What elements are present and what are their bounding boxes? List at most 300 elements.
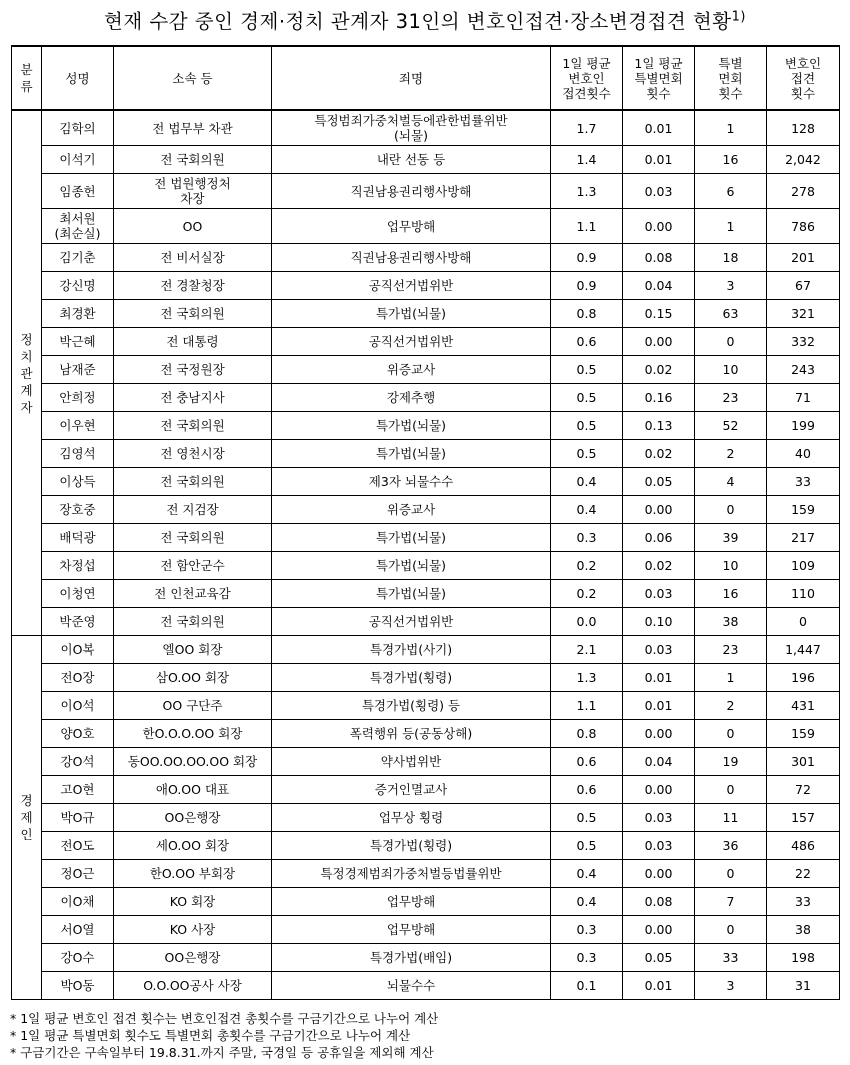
lawyer-cell: 243 bbox=[767, 356, 840, 384]
name-line: 박O규 bbox=[60, 810, 95, 825]
affiliation-line: 전 대통령 bbox=[166, 334, 219, 349]
daily-special-cell: 0.01 bbox=[623, 664, 695, 692]
special-cell: 0 bbox=[695, 496, 767, 524]
charge-cell bbox=[272, 972, 551, 1000]
table-row bbox=[12, 552, 840, 580]
affiliation-line: 전 비서실장 bbox=[160, 250, 225, 265]
daily-lawyer-cell: 1.3 bbox=[551, 174, 623, 209]
charge-cell bbox=[272, 412, 551, 440]
name-cell bbox=[42, 496, 114, 524]
daily-lawyer-cell: 2.1 bbox=[551, 636, 623, 664]
lawyer-cell: 33 bbox=[767, 468, 840, 496]
affiliation-line: 전 국회의원 bbox=[160, 530, 225, 545]
charge-cell bbox=[272, 832, 551, 860]
header-row bbox=[12, 46, 840, 110]
header-charge: 죄명 bbox=[272, 46, 551, 110]
affiliation-cell bbox=[114, 832, 272, 860]
charge-line: 위증교사 bbox=[386, 502, 436, 517]
lawyer-cell: 110 bbox=[767, 580, 840, 608]
lawyer-cell: 33 bbox=[767, 888, 840, 916]
daily-lawyer-cell: 0.3 bbox=[551, 916, 623, 944]
charge-line: 특경가법(횡령) bbox=[369, 838, 453, 853]
charge-line: 업무방해 bbox=[386, 894, 436, 909]
special-cell: 1 bbox=[695, 209, 767, 244]
special-cell: 4 bbox=[695, 468, 767, 496]
header-category: 분 류 bbox=[12, 46, 42, 110]
table-row bbox=[12, 440, 840, 468]
affiliation-line: KO 회장 bbox=[169, 894, 216, 909]
lawyer-cell: 109 bbox=[767, 552, 840, 580]
daily-special-cell: 0.00 bbox=[623, 209, 695, 244]
affiliation-line: 전 영천시장 bbox=[160, 446, 225, 461]
special-cell: 63 bbox=[695, 300, 767, 328]
daily-lawyer-cell: 1.3 bbox=[551, 664, 623, 692]
daily-special-cell: 0.05 bbox=[623, 944, 695, 972]
daily-lawyer-cell: 0.8 bbox=[551, 720, 623, 748]
category-char: 경 bbox=[20, 793, 33, 808]
daily-lawyer-cell: 0.9 bbox=[551, 244, 623, 272]
affiliation-cell bbox=[114, 110, 272, 146]
daily-special-cell: 0.02 bbox=[623, 440, 695, 468]
charge-cell bbox=[272, 209, 551, 244]
charge-line: 업무상 횡령 bbox=[378, 810, 444, 825]
charge-cell bbox=[272, 720, 551, 748]
name-cell bbox=[42, 552, 114, 580]
affiliation-cell bbox=[114, 888, 272, 916]
charge-cell bbox=[272, 440, 551, 468]
charge-cell bbox=[272, 888, 551, 916]
affiliation-line: 한O.OO 부회장 bbox=[149, 866, 236, 881]
charge-line: 공직선거법위반 bbox=[368, 278, 454, 293]
affiliation-cell bbox=[114, 300, 272, 328]
charge-line: 직권남용권리행사방해 bbox=[350, 250, 472, 265]
table-row bbox=[12, 832, 840, 860]
lawyer-cell: 38 bbox=[767, 916, 840, 944]
affiliation-line: O.O.OO공사 사장 bbox=[143, 978, 242, 993]
daily-special-cell: 0.00 bbox=[623, 916, 695, 944]
name-cell bbox=[42, 384, 114, 412]
lawyer-cell: 157 bbox=[767, 804, 840, 832]
name-cell bbox=[42, 356, 114, 384]
category-char: 자 bbox=[20, 399, 33, 415]
name-line: 남재준 bbox=[59, 362, 96, 377]
name-cell bbox=[42, 440, 114, 468]
lawyer-cell: 786 bbox=[767, 209, 840, 244]
table-row bbox=[12, 804, 840, 832]
affiliation-cell bbox=[114, 384, 272, 412]
name-line: 이O채 bbox=[60, 894, 95, 909]
daily-special-cell: 0.01 bbox=[623, 110, 695, 146]
affiliation-line: OO은행장 bbox=[164, 810, 221, 825]
charge-line: 특가법(뇌물) bbox=[375, 586, 447, 601]
affiliation-line: 전 지검장 bbox=[166, 502, 219, 517]
name-line: 이석기 bbox=[59, 152, 96, 167]
special-cell: 11 bbox=[695, 804, 767, 832]
special-cell: 36 bbox=[695, 832, 767, 860]
lawyer-cell: 67 bbox=[767, 272, 840, 300]
table-row bbox=[12, 146, 840, 174]
lawyer-cell: 31 bbox=[767, 972, 840, 1000]
special-cell: 0 bbox=[695, 860, 767, 888]
daily-lawyer-cell: 0.5 bbox=[551, 384, 623, 412]
affiliation-line: 삼O.OO 회장 bbox=[155, 670, 230, 685]
name-line: 장호중 bbox=[59, 502, 96, 517]
special-cell: 3 bbox=[695, 272, 767, 300]
affiliation-line: KO 사장 bbox=[169, 922, 216, 937]
lawyer-cell: 1,447 bbox=[767, 636, 840, 664]
name-line: 임종헌 bbox=[59, 183, 96, 199]
affiliation-cell bbox=[114, 272, 272, 300]
affiliation-line: 세O.OO 회장 bbox=[155, 838, 230, 853]
footnote: * 구금기간은 구속일부터 19.8.31.까지 주말, 국경일 등 공휴일을 제외해 계산 bbox=[10, 1045, 434, 1060]
name-cell bbox=[42, 944, 114, 972]
category-char: 치 bbox=[20, 348, 33, 364]
name-line: 김영석 bbox=[59, 446, 96, 461]
charge-line: 특정범죄가중처벌등에관한법률위반 bbox=[314, 113, 508, 128]
special-cell: 23 bbox=[695, 384, 767, 412]
daily-lawyer-cell: 0.1 bbox=[551, 972, 623, 1000]
charge-line: 특경가법(횡령) 등 bbox=[361, 698, 461, 713]
name-line: (최순실) bbox=[54, 226, 101, 241]
charge-cell bbox=[272, 174, 551, 209]
charge-line: 특경가법(횡령) bbox=[369, 670, 453, 685]
charge-line: 뇌물수수 bbox=[386, 978, 436, 993]
name-line: 서O열 bbox=[60, 922, 95, 937]
daily-special-cell: 0.00 bbox=[623, 328, 695, 356]
table-row bbox=[12, 720, 840, 748]
daily-special-cell: 0.10 bbox=[623, 608, 695, 636]
name-line: 양O호 bbox=[60, 726, 95, 741]
charge-cell bbox=[272, 636, 551, 664]
name-cell bbox=[42, 524, 114, 552]
name-cell bbox=[42, 244, 114, 272]
header-daily-lawyer: 1일 평균 변호인 접견횟수 bbox=[551, 46, 623, 110]
charge-cell bbox=[272, 776, 551, 804]
daily-special-cell: 0.03 bbox=[623, 580, 695, 608]
name-cell bbox=[42, 110, 114, 146]
affiliation-line: 전 국회의원 bbox=[160, 614, 225, 629]
affiliation-cell bbox=[114, 608, 272, 636]
special-cell: 2 bbox=[695, 440, 767, 468]
daily-lawyer-cell: 0.3 bbox=[551, 524, 623, 552]
affiliation-cell bbox=[114, 328, 272, 356]
table-row bbox=[12, 209, 840, 244]
affiliation-cell bbox=[114, 174, 272, 209]
charge-cell bbox=[272, 692, 551, 720]
daily-lawyer-cell: 0.4 bbox=[551, 496, 623, 524]
affiliation-line: 전 충남지사 bbox=[160, 390, 225, 405]
daily-special-cell: 0.02 bbox=[623, 356, 695, 384]
name-cell bbox=[42, 860, 114, 888]
name-cell bbox=[42, 664, 114, 692]
table-row bbox=[12, 468, 840, 496]
charge-cell bbox=[272, 860, 551, 888]
lawyer-cell: 278 bbox=[767, 174, 840, 209]
charge-line: (뇌물) bbox=[394, 128, 428, 143]
charge-line: 공직선거법위반 bbox=[368, 614, 454, 629]
name-cell bbox=[42, 916, 114, 944]
daily-lawyer-cell: 1.1 bbox=[551, 209, 623, 244]
name-line: 이O석 bbox=[60, 698, 95, 713]
daily-special-cell: 0.03 bbox=[623, 832, 695, 860]
affiliation-cell bbox=[114, 860, 272, 888]
name-cell bbox=[42, 209, 114, 244]
table-row bbox=[12, 748, 840, 776]
lawyer-cell: 321 bbox=[767, 300, 840, 328]
affiliation-cell bbox=[114, 748, 272, 776]
name-line: 이청연 bbox=[59, 586, 96, 601]
charge-line: 직권남용권리행사방해 bbox=[350, 183, 472, 199]
daily-lawyer-cell: 0.8 bbox=[551, 300, 623, 328]
special-cell: 16 bbox=[695, 580, 767, 608]
table-row bbox=[12, 916, 840, 944]
charge-line: 특경가법(배임) bbox=[369, 950, 453, 965]
lawyer-cell: 301 bbox=[767, 748, 840, 776]
charge-line: 업무방해 bbox=[386, 218, 436, 234]
charge-cell bbox=[272, 552, 551, 580]
daily-special-cell: 0.01 bbox=[623, 146, 695, 174]
lawyer-cell: 159 bbox=[767, 720, 840, 748]
name-line: 차정섭 bbox=[59, 558, 96, 573]
charge-line: 특가법(뇌물) bbox=[375, 446, 447, 461]
daily-lawyer-cell: 0.5 bbox=[551, 412, 623, 440]
special-cell: 38 bbox=[695, 608, 767, 636]
charge-cell bbox=[272, 664, 551, 692]
table-row bbox=[12, 776, 840, 804]
lawyer-cell: 40 bbox=[767, 440, 840, 468]
special-cell: 10 bbox=[695, 356, 767, 384]
affiliation-line: 전 국회의원 bbox=[160, 306, 225, 321]
charge-line: 약사법위반 bbox=[380, 754, 442, 769]
special-cell: 2 bbox=[695, 692, 767, 720]
charge-line: 특가법(뇌물) bbox=[375, 558, 447, 573]
daily-special-cell: 0.00 bbox=[623, 776, 695, 804]
name-line: 김기춘 bbox=[59, 250, 96, 265]
special-cell: 3 bbox=[695, 972, 767, 1000]
daily-special-cell: 0.02 bbox=[623, 552, 695, 580]
table-row bbox=[12, 888, 840, 916]
daily-lawyer-cell: 0.5 bbox=[551, 832, 623, 860]
table-row bbox=[12, 328, 840, 356]
daily-lawyer-cell: 0.4 bbox=[551, 468, 623, 496]
charge-line: 공직선거법위반 bbox=[368, 334, 454, 349]
affiliation-line: OO 구단주 bbox=[162, 698, 223, 713]
charge-cell bbox=[272, 300, 551, 328]
daily-lawyer-cell: 0.6 bbox=[551, 776, 623, 804]
charge-line: 강제추행 bbox=[386, 390, 436, 405]
lawyer-cell: 71 bbox=[767, 384, 840, 412]
charge-line: 증거인멸교사 bbox=[374, 782, 448, 797]
charge-cell bbox=[272, 496, 551, 524]
affiliation-cell bbox=[114, 636, 272, 664]
name-cell bbox=[42, 608, 114, 636]
affiliation-cell bbox=[114, 146, 272, 174]
daily-special-cell: 0.01 bbox=[623, 972, 695, 1000]
charge-line: 제3자 뇌물수수 bbox=[368, 474, 454, 489]
name-line: 이상득 bbox=[59, 474, 96, 489]
charge-cell bbox=[272, 916, 551, 944]
affiliation-cell bbox=[114, 692, 272, 720]
header-special: 특별 면회 횟수 bbox=[695, 46, 767, 110]
daily-special-cell: 0.08 bbox=[623, 888, 695, 916]
name-line: 박근혜 bbox=[59, 334, 96, 349]
footnote: * 1일 평균 특별면회 횟수도 특별면회 총횟수를 구금기간으로 나누어 계산 bbox=[10, 1028, 411, 1043]
special-cell: 18 bbox=[695, 244, 767, 272]
affiliation-line: OO은행장 bbox=[164, 950, 221, 965]
special-cell: 0 bbox=[695, 720, 767, 748]
affiliation-cell bbox=[114, 552, 272, 580]
daily-special-cell: 0.06 bbox=[623, 524, 695, 552]
daily-special-cell: 0.13 bbox=[623, 412, 695, 440]
name-cell bbox=[42, 748, 114, 776]
affiliation-cell bbox=[114, 524, 272, 552]
daily-lawyer-cell: 0.5 bbox=[551, 356, 623, 384]
name-line: 박준영 bbox=[59, 614, 96, 629]
affiliation-line: 한O.O.O.OO 회장 bbox=[142, 726, 243, 741]
name-cell bbox=[42, 692, 114, 720]
charge-line: 특정경제범죄가중처벌등법률위반 bbox=[320, 866, 502, 881]
daily-lawyer-cell: 0.4 bbox=[551, 888, 623, 916]
lawyer-cell: 128 bbox=[767, 110, 840, 146]
table-row bbox=[12, 356, 840, 384]
daily-lawyer-cell: 0.5 bbox=[551, 804, 623, 832]
table-row bbox=[12, 692, 840, 720]
footnote: * 1일 평균 변호인 접견 횟수는 변호인접견 총횟수를 구금기간으로 나누어 계산 bbox=[10, 1011, 439, 1026]
name-line: 고O현 bbox=[60, 782, 95, 797]
daily-special-cell: 0.00 bbox=[623, 720, 695, 748]
daily-special-cell: 0.03 bbox=[623, 804, 695, 832]
affiliation-cell bbox=[114, 209, 272, 244]
document-title bbox=[0, 6, 850, 34]
charge-cell bbox=[272, 328, 551, 356]
table-row bbox=[12, 524, 840, 552]
visitation-table bbox=[11, 45, 840, 1000]
header-affiliation: 소속 등 bbox=[114, 46, 272, 110]
special-cell: 19 bbox=[695, 748, 767, 776]
affiliation-cell bbox=[114, 944, 272, 972]
daily-special-cell: 0.03 bbox=[623, 636, 695, 664]
charge-cell bbox=[272, 944, 551, 972]
daily-lawyer-cell: 1.1 bbox=[551, 692, 623, 720]
lawyer-cell: 217 bbox=[767, 524, 840, 552]
title-footnote-mark: 1) bbox=[731, 9, 746, 25]
affiliation-line: 전 국회의원 bbox=[160, 418, 225, 433]
lawyer-cell: 22 bbox=[767, 860, 840, 888]
category-char: 관 bbox=[20, 365, 33, 381]
daily-special-cell: 0.01 bbox=[623, 692, 695, 720]
lawyer-cell: 201 bbox=[767, 244, 840, 272]
lawyer-cell: 196 bbox=[767, 664, 840, 692]
daily-lawyer-cell: 0.3 bbox=[551, 944, 623, 972]
affiliation-line: 전 인천교육감 bbox=[154, 586, 231, 601]
affiliation-line: 엘OO 회장 bbox=[162, 642, 223, 657]
charge-cell bbox=[272, 384, 551, 412]
name-cell bbox=[42, 468, 114, 496]
daily-lawyer-cell: 1.7 bbox=[551, 110, 623, 146]
lawyer-cell: 486 bbox=[767, 832, 840, 860]
name-line: 강O석 bbox=[60, 754, 95, 769]
affiliation-cell bbox=[114, 776, 272, 804]
daily-special-cell: 0.15 bbox=[623, 300, 695, 328]
name-cell bbox=[42, 636, 114, 664]
header-name: 성명 bbox=[42, 46, 114, 110]
table-row bbox=[12, 272, 840, 300]
category-cell bbox=[12, 636, 42, 1000]
name-cell bbox=[42, 412, 114, 440]
special-cell: 33 bbox=[695, 944, 767, 972]
name-cell bbox=[42, 804, 114, 832]
special-cell: 10 bbox=[695, 552, 767, 580]
name-line: 박O동 bbox=[60, 978, 95, 993]
table-body bbox=[12, 110, 840, 1000]
affiliation-cell bbox=[114, 972, 272, 1000]
name-line: 전O장 bbox=[60, 670, 95, 685]
name-cell bbox=[42, 972, 114, 1000]
name-cell bbox=[42, 832, 114, 860]
table-row bbox=[12, 664, 840, 692]
table-row bbox=[12, 608, 840, 636]
daily-lawyer-cell: 0.2 bbox=[551, 580, 623, 608]
category-cell bbox=[12, 110, 42, 636]
table-row bbox=[12, 860, 840, 888]
title-text: 현재 수감 중인 경제·정치 관계자 31인의 변호인접견·장소변경접견 현황 bbox=[104, 10, 732, 33]
table-row bbox=[12, 496, 840, 524]
affiliation-cell bbox=[114, 916, 272, 944]
lawyer-cell: 431 bbox=[767, 692, 840, 720]
affiliation-cell bbox=[114, 244, 272, 272]
special-cell: 23 bbox=[695, 636, 767, 664]
daily-lawyer-cell: 0.2 bbox=[551, 552, 623, 580]
name-cell bbox=[42, 272, 114, 300]
charge-cell bbox=[272, 804, 551, 832]
lawyer-cell: 2,042 bbox=[767, 146, 840, 174]
footnotes bbox=[10, 1010, 840, 1061]
name-cell bbox=[42, 776, 114, 804]
affiliation-line: 동OO.OO.OO.OO 회장 bbox=[127, 754, 258, 769]
charge-cell bbox=[272, 524, 551, 552]
charge-line: 특가법(뇌물) bbox=[375, 418, 447, 433]
daily-lawyer-cell: 0.5 bbox=[551, 440, 623, 468]
affiliation-cell bbox=[114, 440, 272, 468]
affiliation-line: 전 국정원장 bbox=[160, 362, 225, 377]
daily-special-cell: 0.08 bbox=[623, 244, 695, 272]
lawyer-cell: 0 bbox=[767, 608, 840, 636]
charge-cell bbox=[272, 580, 551, 608]
name-cell bbox=[42, 300, 114, 328]
daily-lawyer-cell: 1.4 bbox=[551, 146, 623, 174]
special-cell: 0 bbox=[695, 916, 767, 944]
special-cell: 39 bbox=[695, 524, 767, 552]
special-cell: 1 bbox=[695, 110, 767, 146]
name-cell bbox=[42, 146, 114, 174]
charge-cell bbox=[272, 272, 551, 300]
table-row bbox=[12, 580, 840, 608]
charge-line: 위증교사 bbox=[386, 362, 436, 377]
charge-line: 내란 선동 등 bbox=[376, 152, 446, 167]
daily-lawyer-cell: 0.6 bbox=[551, 328, 623, 356]
special-cell: 6 bbox=[695, 174, 767, 209]
affiliation-line: 전 국회의원 bbox=[160, 474, 225, 489]
name-line: 최서원 bbox=[59, 211, 96, 226]
charge-cell bbox=[272, 146, 551, 174]
charge-line: 폭력행위 등(공동상해) bbox=[349, 726, 473, 741]
name-cell bbox=[42, 580, 114, 608]
affiliation-cell bbox=[114, 412, 272, 440]
name-line: 정O근 bbox=[60, 866, 95, 881]
affiliation-line: 전 법무부 차관 bbox=[152, 120, 233, 136]
daily-special-cell: 0.04 bbox=[623, 272, 695, 300]
affiliation-cell bbox=[114, 468, 272, 496]
